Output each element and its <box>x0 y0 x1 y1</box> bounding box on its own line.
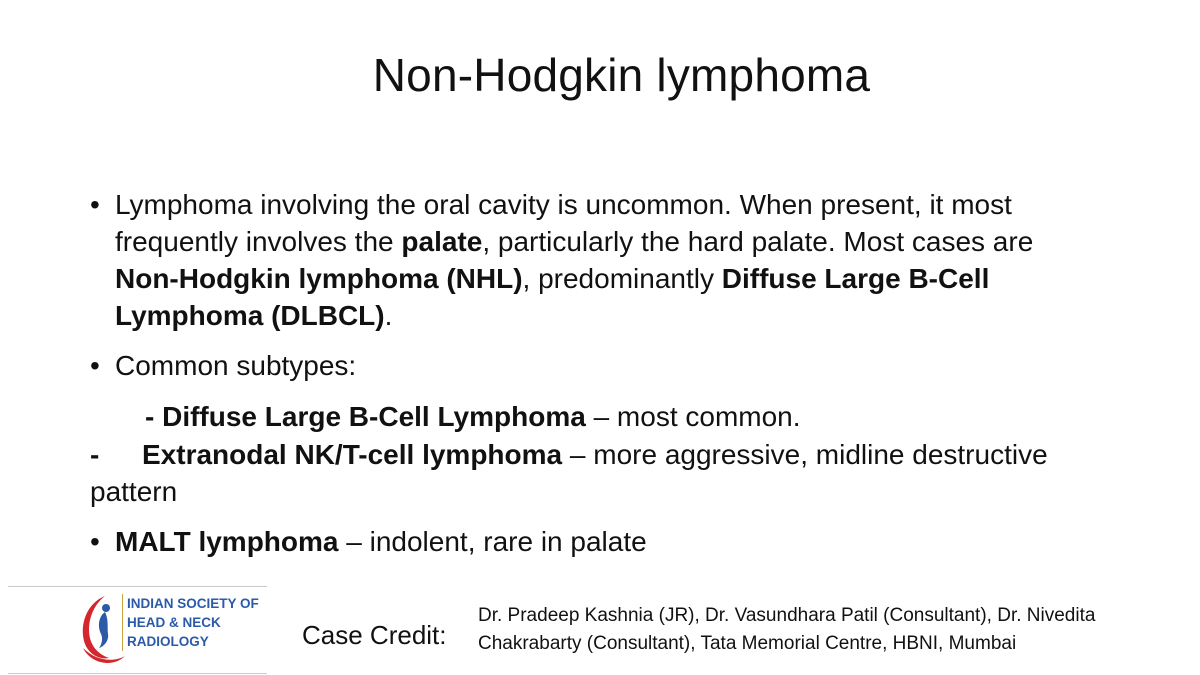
bold-dlbcl: Diffuse Large B-Cell Lymphoma (DLBCL) <box>115 263 990 331</box>
bold-subtype: - Diffuse Large B-Cell Lymphoma <box>145 401 586 432</box>
bullet-malt <box>90 523 1090 560</box>
footer-divider-bottom <box>8 673 267 674</box>
bullet-oral-cavity <box>90 186 1090 334</box>
bold-subtype: Extranodal NK/T-cell lymphoma <box>142 439 563 470</box>
case-credit-text: Dr. Pradeep Kashnia (JR), Dr. Vasundhara Patil (Consultant), Dr. Nivedita Chakrabarty (Consultant), Tata Memorial Centre, HBNI, Mumbai <box>478 605 1096 654</box>
bullet-text <box>115 186 1090 334</box>
text-run: Lymphoma involving the oral cavity is uncommon. When present, it most frequently involves the <box>115 189 1012 257</box>
dash-marker: - <box>90 439 100 470</box>
text-run: . <box>384 300 393 331</box>
bullet-marker: • <box>90 350 100 381</box>
bold-nhl: Non-Hodgkin lymphoma (NHL) <box>115 263 523 294</box>
subtype-dlbcl <box>145 398 801 435</box>
text-run: – most common. <box>585 401 801 432</box>
bullet-common-subtypes <box>90 347 1090 384</box>
bullet-marker: • <box>90 526 100 557</box>
society-logo-text <box>122 594 272 651</box>
text-run: , predominantly <box>522 263 722 294</box>
bullet-text: Common subtypes: <box>115 350 357 381</box>
logo-line: HEAD & NECK <box>127 615 221 630</box>
logo-line: INDIAN SOCIETY OF <box>127 596 259 611</box>
footer-divider-top <box>8 586 267 587</box>
text-run: – more aggressive, midline destructive pattern <box>90 439 1048 507</box>
slide-title: Non-Hodgkin lymphoma <box>372 49 871 101</box>
logo-line: RADIOLOGY <box>127 634 209 649</box>
text-run: – indolent, rare in palate <box>338 526 647 557</box>
bullet-marker: • <box>90 189 100 220</box>
bullet-text <box>115 523 1090 560</box>
subtype-nk-t-cell <box>90 436 1050 510</box>
bold-malt: MALT lymphoma <box>115 526 339 557</box>
text-run: , particularly the hard palate. Most cases are <box>482 226 1034 257</box>
case-credit-label: Case Credit: <box>302 620 447 650</box>
bold-palate: palate <box>401 226 483 257</box>
